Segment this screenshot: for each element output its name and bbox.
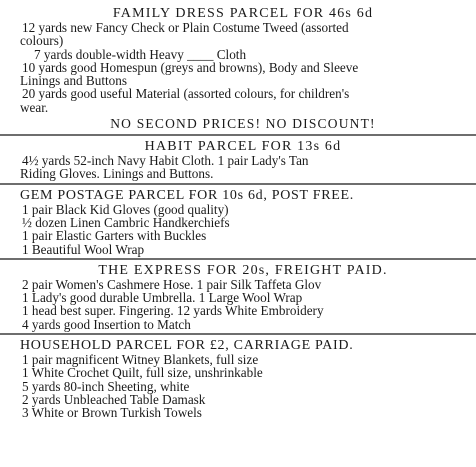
item-line: 4½ yards 52-inch Navy Habit Cloth. 1 pair Lady's Tan [22, 153, 309, 169]
gem-postage-parcel-section [20, 188, 466, 256]
household-parcel-section [20, 338, 466, 419]
item-line: 1 White Crochet Quilt, full size, unshrinkable [22, 365, 263, 381]
section-heading: FAMILY DRESS PARCEL FOR 46s 6d [112, 6, 374, 21]
item-line: 1 Beautiful Wool Wrap [22, 241, 145, 257]
item-line: 12 yards new Fancy Check or Plain Costume Tweed (assorted [22, 20, 349, 35]
item-line: 2 pair Women's Cashmere Hose. 1 pair Silk Taffeta Glov [22, 276, 322, 292]
item-line: ½ dozen Linen Cambric Handkerchiefs [22, 214, 230, 230]
item-line: 3 White or Brown Turkish Towels [22, 405, 202, 421]
item-line: 5 yards 80-inch Sheeting, white [22, 378, 190, 394]
item-line: 7 yards double-width Heavy ____ Cloth [34, 46, 247, 62]
item-line: 2 yards Unbleached Table Damask [22, 391, 206, 407]
item-line: 1 pair Elastic Garters with Buckles [22, 228, 207, 244]
section-heading: HOUSEHOLD PARCEL FOR £2, CARRIAGE PAID. [20, 338, 354, 354]
item-line-continuation: wear. [20, 99, 49, 115]
section-divider [0, 183, 476, 185]
section-divider [0, 134, 476, 136]
item-line-continuation: Riding Gloves. Linings and Buttons. [20, 166, 214, 182]
item-line-continuation: colours) [20, 33, 64, 49]
express-parcel-section [20, 263, 466, 331]
habit-parcel-section [20, 139, 466, 181]
section-divider [0, 258, 476, 260]
section-heading: GEM POSTAGE PARCEL FOR 10s 6d, POST FREE. [20, 187, 354, 203]
section-heading: THE EXPRESS FOR 20s, FREIGHT PAID. [98, 262, 388, 278]
section-divider [0, 333, 476, 335]
item-line: 1 head best super. Fingering. 12 yards White Embroidery [22, 303, 324, 319]
item-line: 10 yards good Homespun (greys and browns), Body and Sleeve [22, 59, 359, 75]
item-line: 1 Lady's good durable Umbrella. 1 Large Wool Wrap [22, 290, 303, 306]
item-line: 20 yards good useful Material (assorted colours, for children's [22, 86, 350, 102]
item-line: 1 pair Black Kid Gloves (good quality) [22, 201, 229, 217]
section-heading: HABIT PARCEL FOR 13s 6d [144, 139, 342, 155]
item-line: 1 pair magnificent Witney Blankets, full size [22, 352, 259, 368]
no-discount-tagline: NO SECOND PRICES! NO DISCOUNT! [110, 116, 376, 132]
family-dress-parcel-section [20, 6, 466, 132]
item-line-continuation: Linings and Buttons [20, 73, 127, 89]
item-line: 4 yards good Insertion to Match [22, 316, 191, 332]
